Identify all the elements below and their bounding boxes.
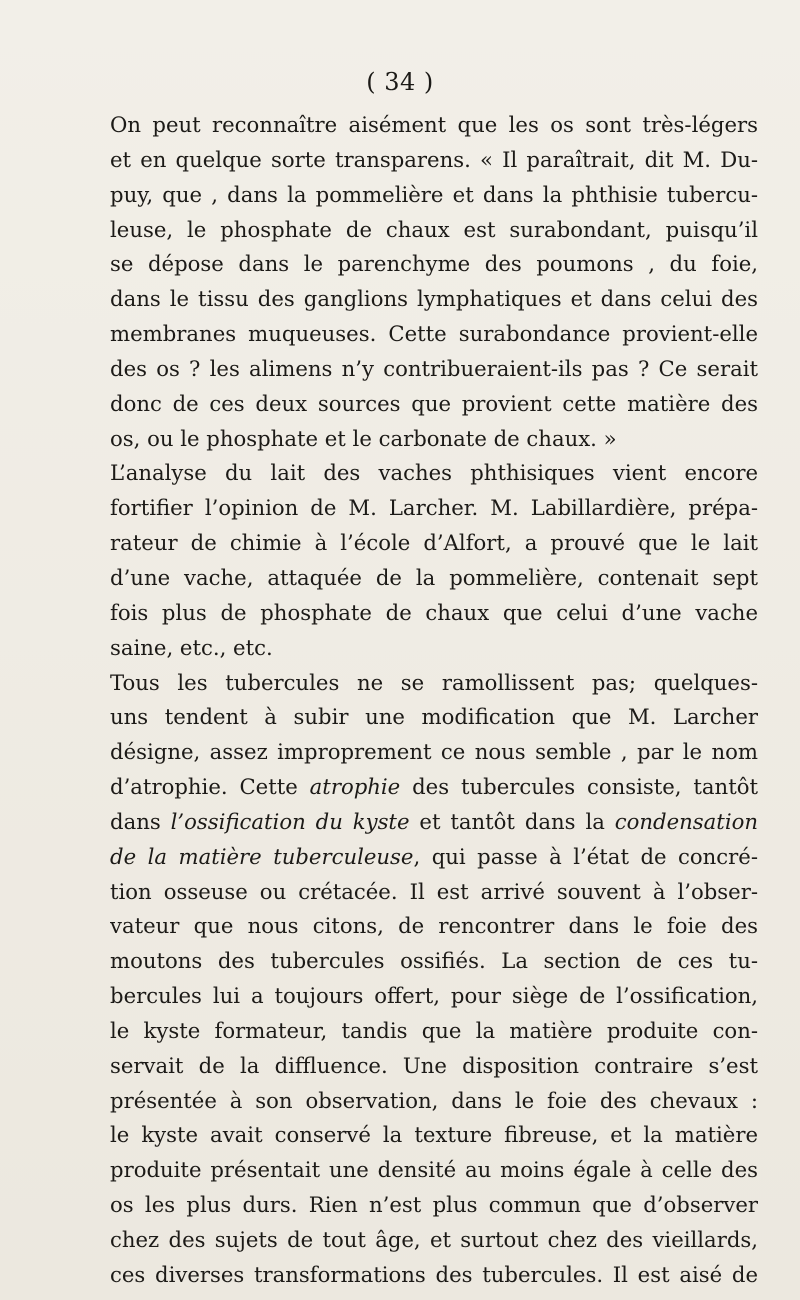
text-line: des os ? les alimens n’y contribueraient-ils pas ? Ce serait	[110, 355, 758, 381]
body-text	[110, 108, 758, 1293]
text-line: ces diverses transformations des tubercules. Il est aisé de	[110, 1261, 758, 1287]
text-line: de la matière tuberculeuse, qui passe à l’état de concré-	[110, 843, 758, 869]
text-line: moutons des tubercules ossifiés. La section de ces tu-	[110, 948, 758, 974]
text-line: le kyste avait conservé la texture fibreuse, et la matière	[110, 1122, 758, 1148]
text-line: leuse, le phosphate de chaux est surabondant, puisqu’il	[110, 216, 758, 242]
text-line: L’analyse du lait des vaches phthisiques vient encore	[110, 460, 758, 486]
text-line: d’atrophie. Cette atrophie des tubercules consiste, tantôt	[110, 774, 758, 800]
text-line: servait de la diffluence. Une disposition contraire s’est	[110, 1052, 758, 1078]
text-line: le kyste formateur, tandis que la matière produite con-	[110, 1017, 758, 1043]
text-line: vateur que nous citons, de rencontrer dans le foie des	[110, 913, 758, 939]
text-line: rateur de chimie à l’école d’Alfort, a prouvé que le lait	[110, 530, 758, 556]
text-line: fois plus de phosphate de chaux que celui d’une vache	[110, 599, 758, 625]
text-line: saine, etc., etc.	[110, 634, 273, 660]
text-line: membranes muqueuses. Cette surabondance provient-elle	[110, 321, 758, 347]
text-line: chez des sujets de tout âge, et surtout chez des vieillards,	[110, 1227, 758, 1252]
text-line: présentée à son observation, dans le foie des chevaux :	[110, 1087, 758, 1113]
text-line: uns tendent à subir une modification que M. Larcher	[110, 704, 758, 730]
text-line: fortifier l’opinion de M. Larcher. M. Labillardière, prépa-	[110, 495, 758, 521]
text-line: Tous les tubercules ne se ramollissent pas; quelques-	[110, 669, 758, 695]
text-line: se dépose dans le parenchyme des poumons , du foie,	[110, 251, 758, 277]
text-line: On peut reconnaître aisément que les os sont très-légers	[110, 112, 758, 137]
text-line: tion osseuse ou crétacée. Il est arrivé souvent à l’obser-	[110, 878, 758, 904]
text-line: donc de ces deux sources que provient cette matière des	[110, 390, 758, 416]
text-line: dans l’ossification du kyste et tantôt dans la condensation	[110, 808, 758, 834]
text-line: bercules lui a toujours offert, pour siège de l’ossification,	[110, 983, 758, 1009]
text-line: désigne, assez improprement ce nous semble , par le nom	[110, 739, 758, 765]
text-line: os les plus durs. Rien n’est plus commun que d’observer	[110, 1192, 758, 1218]
text-line: d’une vache, attaquée de la pommelière, contenait sept	[110, 564, 758, 590]
text-line: et en quelque sorte transparens. « Il paraîtrait, dit M. Du-	[110, 146, 758, 172]
text-line: puy, que , dans la pommelière et dans la phthisie tubercu-	[110, 181, 758, 207]
text-line: os, ou le phosphate et le carbonate de chaux. »	[110, 425, 617, 451]
text-line: produite présentait une densité au moins égale à celle des	[110, 1157, 758, 1183]
text-line: dans le tissu des ganglions lymphatiques et dans celui des	[110, 286, 758, 312]
page-number: ( 34 )	[366, 68, 434, 96]
